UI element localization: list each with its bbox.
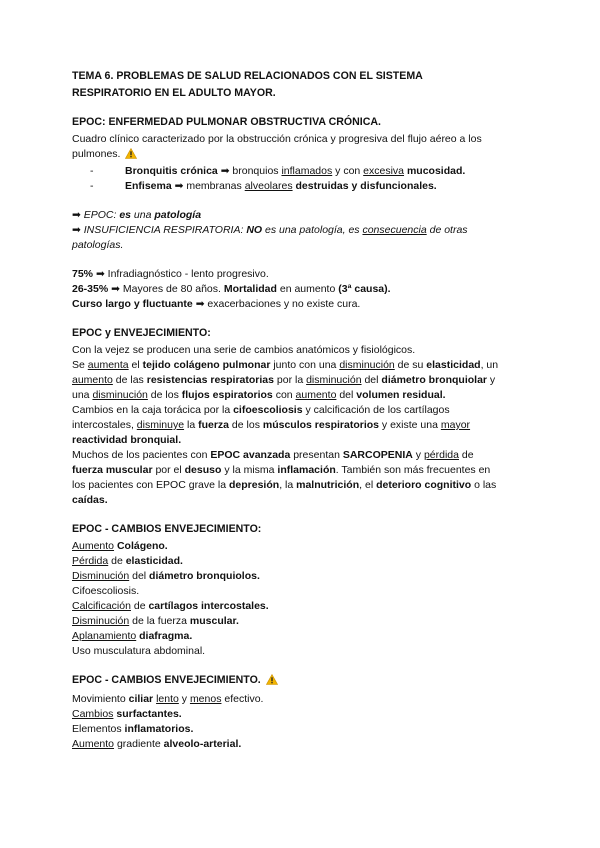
note-respiratory-insufficiency: ➡ INSUFICIENCIA RESPIRATORIA: NO es una patología, es consecuencia de otras patologías. [72,224,468,251]
list-item: Aumento gradiente alveolo-arterial. [72,738,242,750]
stat-26-35: 26-35% ➡ Mayores de 80 años. Mortalidad en aumento (3ª causa). [72,283,391,295]
list-item: Elementos inflamatorios. [72,723,194,735]
aging-changes-heading-2: EPOC - CAMBIOS ENVEJECIMIENTO. [72,673,560,690]
note-epoc-pathology: ➡ EPOC: es una patología [72,209,202,221]
epoc-definition: Cuadro clínico caracterizado por la obstrucción crónica y progresiva del flujo aéreo a los pulmones. [72,132,560,164]
list-item-enfisema: - Enfisema ➡ membranas alveolares destruidas y disfuncionales. [90,180,437,192]
title-line-1: TEMA 6. PROBLEMAS DE SALUD RELACIONADOS CON EL SISTEMA [72,70,423,82]
document-title [72,68,560,101]
aging-changes-heading: EPOC - CAMBIOS ENVEJECIMIENTO: [72,523,262,535]
stat-75: 75% ➡ Infradiagnóstico - lento progresivo. [72,268,269,280]
aging-changes-list [72,539,560,659]
stat-course: Curso largo y fluctuante ➡ exacerbaciones y no existe cura. [72,298,361,310]
arrow-right-icon: ➡ [72,209,81,221]
list-item: Movimiento ciliar lento y menos efectivo. [72,693,264,705]
list-item: Calcificación de cartílagos intercostales. [72,600,269,612]
list-item: Disminución del diámetro bronquiolos. [72,570,260,582]
arrow-right-icon: ➡ [195,298,205,310]
list-item: Aumento Colágeno. [72,540,168,552]
list-item: Aplanamiento diafragma. [72,630,193,642]
arrow-right-icon: ➡ [95,268,105,280]
list-item: Uso musculatura abdominal. [72,645,206,657]
aging-paragraph-4: Muchos de los pacientes con EPOC avanzada presentan SARCOPENIA y pérdida de fuerza muscular por el desuso y la misma inflamación. También son más frecuentes en los pacientes con EPOC grave la depresión, la malnutrición, el deterioro cognitivo o las caídas. [72,449,497,506]
arrow-right-icon: ➡ [72,224,81,236]
list-item-bronquitis: - Bronquitis crónica ➡ bronquios inflamados y con excesiva mucosidad. [90,165,466,177]
warning-icon [266,674,278,690]
list-item: Cambios surfactantes. [72,708,182,720]
list-item: Disminución de la fuerza muscular. [72,615,239,627]
epoc-types-list [72,164,560,194]
aging-paragraph-2: Se aumenta el tejido colágeno pulmonar junto con una disminución de su elasticidad, un aumento de las resistencias respiratorias por la disminución del diámetro bronquiolar y una disminución de los flujos espiratorios con aumento del volumen residual. [72,359,499,401]
arrow-right-icon: ➡ [111,283,120,295]
aging-paragraph-3: Cambios en la caja torácica por la cifoescoliosis y calcificación de los cartílagos intercostales, disminuye la fuerza de los músculos respiratorios y existe una mayor reactividad bronquial. [72,404,471,446]
arrow-right-icon: ➡ [174,180,184,192]
aging-paragraph-1: Con la vejez se producen una serie de cambios anatómicos y fisiológicos. [72,344,416,356]
list-item: Cifoescoliosis. [72,585,140,597]
list-item: Pérdida de elasticidad. [72,555,183,567]
epoc-aging-heading: EPOC y ENVEJECIMIENTO: [72,327,211,339]
arrow-right-icon: ➡ [220,165,230,177]
warning-icon [125,148,137,164]
epoc-heading: EPOC: ENFERMEDAD PULMONAR OBSTRUCTIVA CRÓNICA. [72,116,381,128]
title-line-2: RESPIRATORIO EN EL ADULTO MAYOR. [72,86,276,99]
